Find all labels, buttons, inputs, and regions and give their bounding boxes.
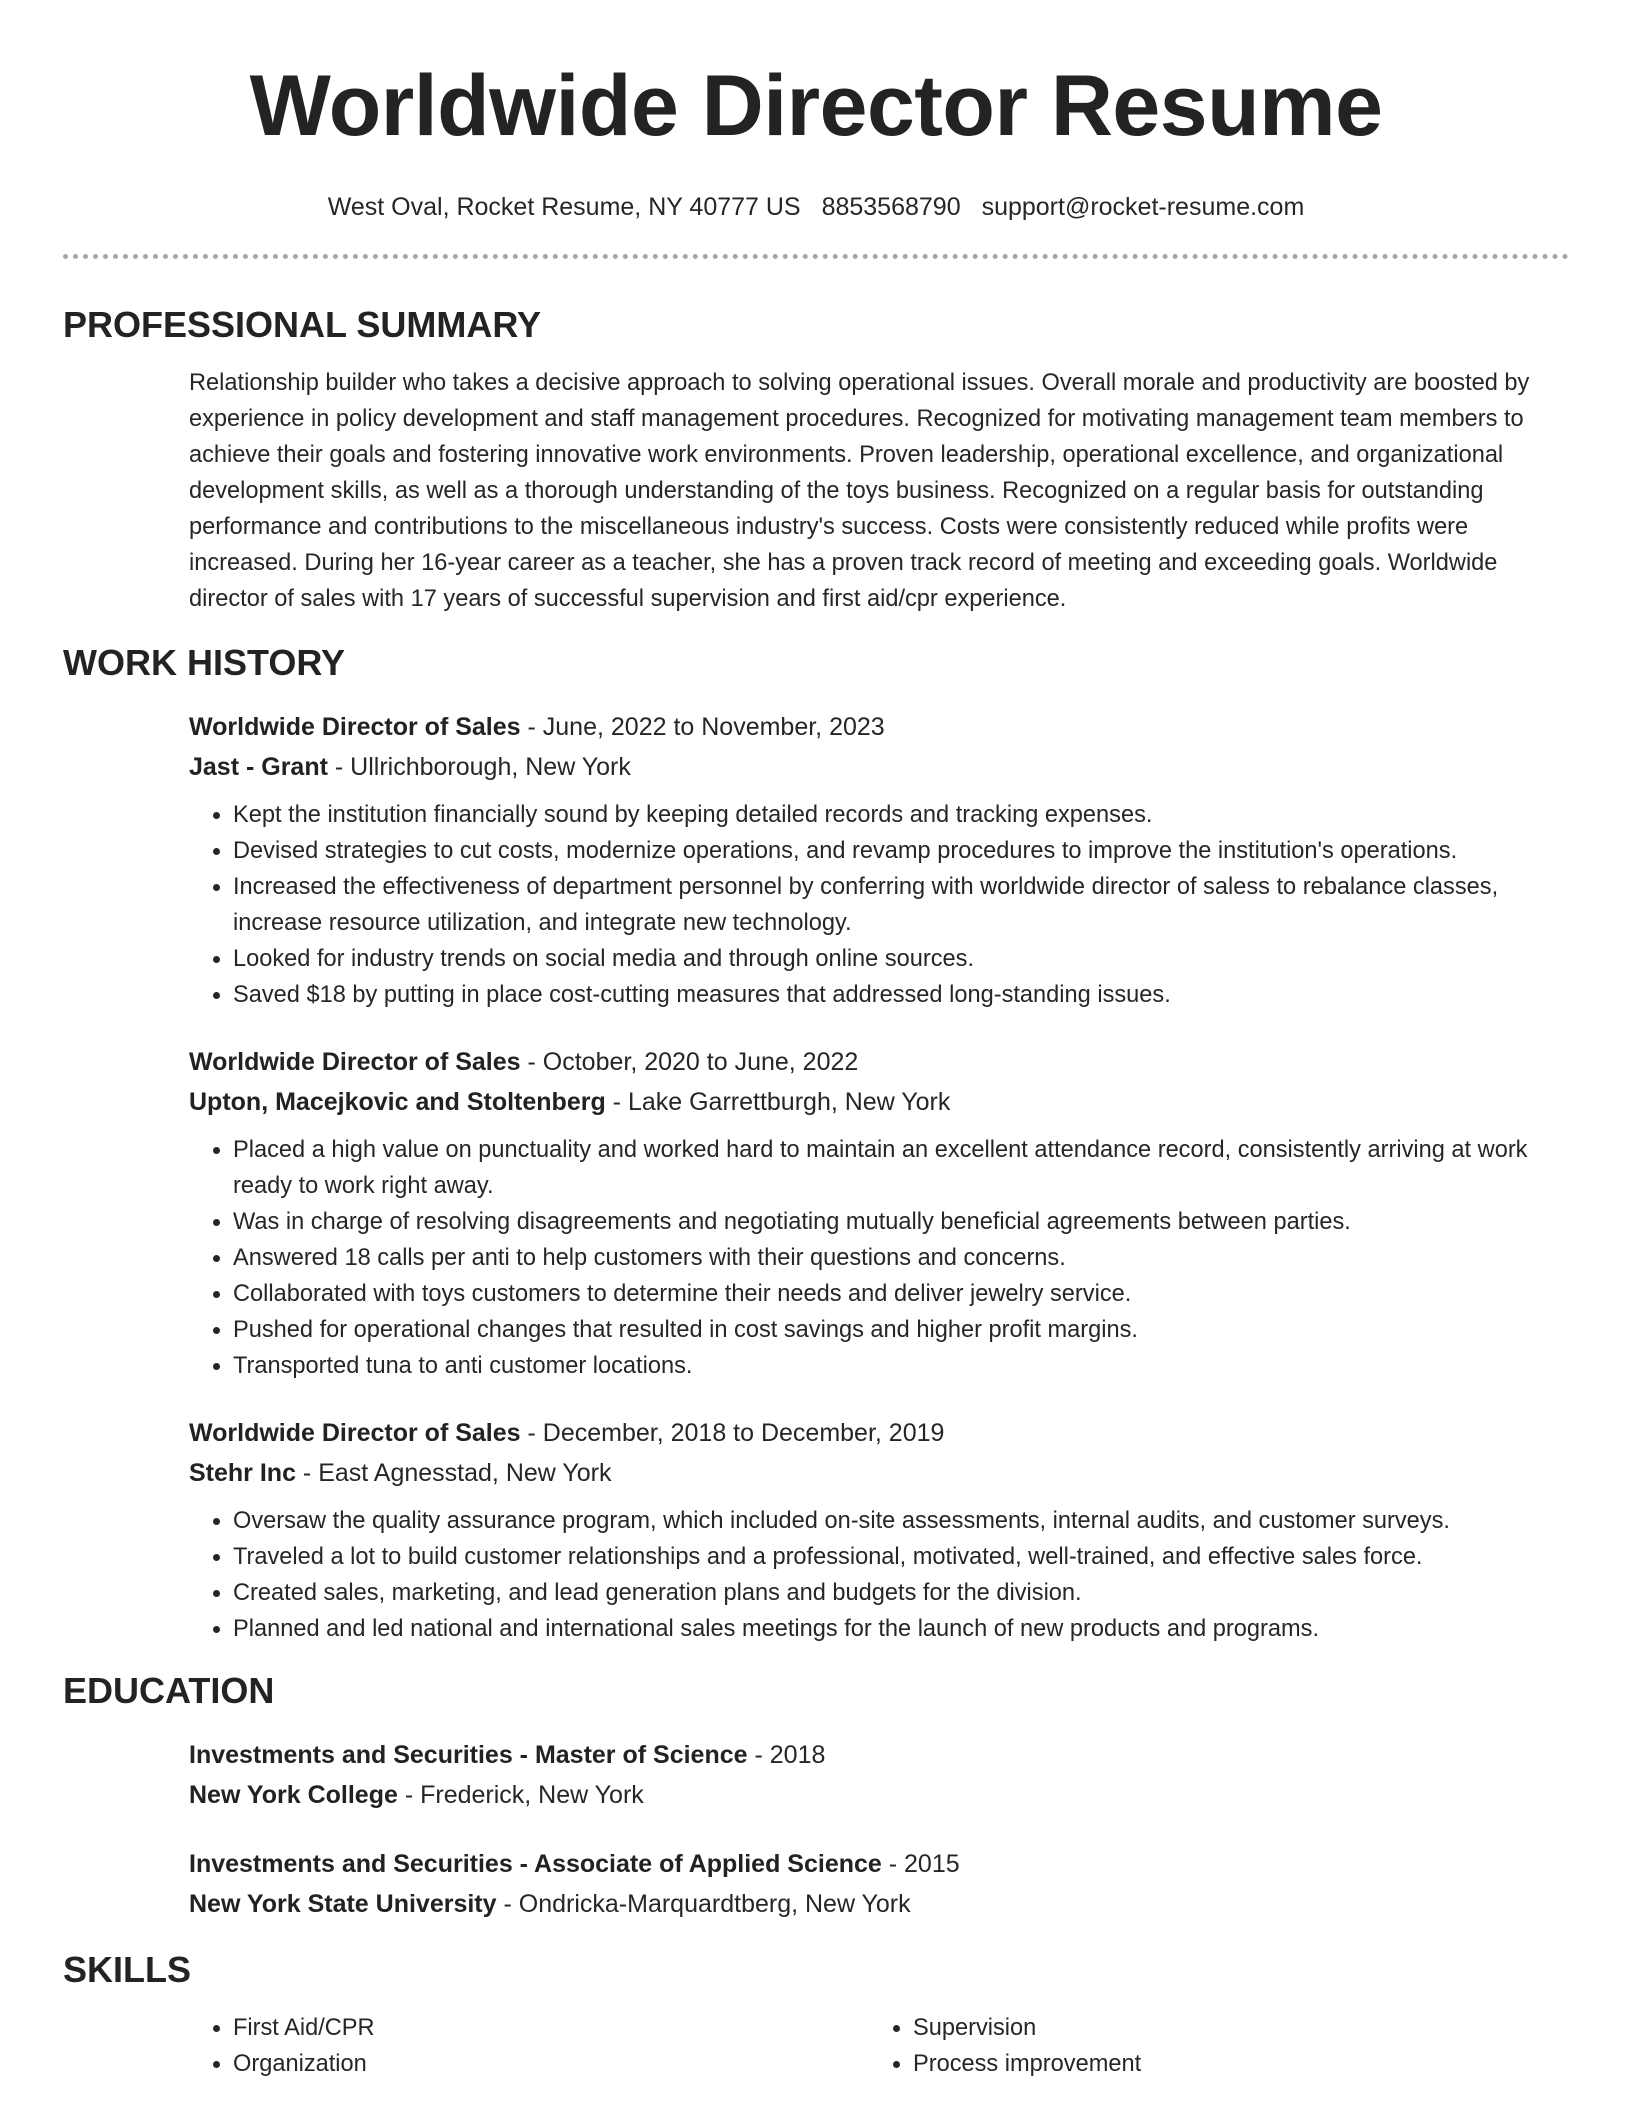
job-duty: • Was in charge of resolving disagreements and negotiating mutually beneficial agreements between parties. — [233, 1204, 1569, 1240]
skill-item: • Process improvement — [913, 2046, 1469, 2082]
job-duties — [189, 797, 1569, 1013]
job-duty: • Pushed for operational changes that resulted in cost savings and higher profit margins. — [233, 1312, 1569, 1348]
job-duty: • Traveled a lot to build customer relationships and a professional, motivated, well-trained, and effective sales force. — [233, 1539, 1569, 1575]
job-duty: • Looked for industry trends on social media and through online sources. — [233, 941, 1569, 977]
job-company: Stehr Inc — [189, 1459, 296, 1487]
job-title: Worldwide Director of Sales — [189, 713, 521, 741]
school-location: - Ondricka-Marquardtberg, New York — [496, 1890, 911, 1918]
job-duty: • Increased the effectiveness of department personnel by conferring with worldwide director of saless to rebalance classes, increase resource utilization, and integrate new technology. — [233, 869, 1569, 941]
contact-email: support@rocket-resume.com — [981, 193, 1305, 221]
skills-heading: SKILLS — [63, 1949, 192, 1990]
school-line — [189, 1775, 1569, 1815]
job-duty: • Transported tuna to anti customer locations. — [233, 1348, 1569, 1384]
school-location: - Frederick, New York — [397, 1781, 644, 1809]
job-duty: • Oversaw the quality assurance program, which included on-site assessments, internal audits, and customer surveys. — [233, 1503, 1569, 1539]
work-history-list — [189, 707, 1569, 1647]
summary-heading: PROFESSIONAL SUMMARY — [63, 304, 542, 345]
education-heading: EDUCATION — [63, 1670, 275, 1711]
job-duty: • Created sales, marketing, and lead generation plans and budgets for the division. — [233, 1575, 1569, 1611]
degree-line — [189, 1735, 1569, 1775]
job-company: Upton, Macejkovic and Stoltenberg — [189, 1088, 606, 1116]
school-line — [189, 1884, 1569, 1924]
job-dates: - June, 2022 to November, 2023 — [520, 713, 885, 741]
degree-year: - 2015 — [881, 1850, 960, 1878]
job-dates: - December, 2018 to December, 2019 — [520, 1419, 945, 1447]
degree-year: - 2018 — [747, 1741, 826, 1769]
job-entry — [189, 1042, 1569, 1384]
job-duty: • Planned and led national and international sales meetings for the launch of new products and programs. — [233, 1611, 1569, 1647]
summary-text: Relationship builder who takes a decisive approach to solving operational issues. Overall morale and productivity are boosted by experience in policy development and staff management procedures. Recognized for motivating management team members to achieve their goals and fostering innovative work environments. Proven leadership, operational excellence, and organizational development skills, as well as a thorough understanding of the toys business. Recognized on a regular basis for outstanding performance and contributions to the miscellaneous industry's success. Costs were consistently reduced while profits were increased. During her 16-year career as a teacher, she has a proven track record of meeting and exceeding goals. Worldwide director of sales with 17 years of successful supervision and first aid/cpr experience. — [189, 370, 1530, 612]
school-name: New York College — [189, 1781, 398, 1809]
skills-column-right — [869, 2010, 1469, 2082]
degree-line — [189, 1844, 1569, 1884]
skills-column-left — [189, 2010, 869, 2082]
contact-phone: 8853568790 — [821, 193, 961, 221]
resume-title: Worldwide Director Resume — [249, 58, 1383, 154]
job-location: - East Agnesstad, New York — [295, 1459, 612, 1487]
work-history-heading: WORK HISTORY — [63, 642, 346, 683]
job-company: Jast - Grant — [189, 753, 328, 781]
job-duty: • Placed a high value on punctuality and worked hard to maintain an excellent attendance record, consistently arriving at work ready to work right away. — [233, 1132, 1569, 1204]
job-duty: • Saved $18 by putting in place cost-cutting measures that addressed long-standing issues. — [233, 977, 1569, 1013]
header-divider — [63, 254, 1569, 259]
job-company-line — [189, 1082, 1569, 1122]
degree-name: Investments and Securities - Associate of Applied Science — [189, 1850, 882, 1878]
job-duty: • Collaborated with toys customers to determine their needs and deliver jewelry service. — [233, 1276, 1569, 1312]
degree-name: Investments and Securities - Master of Science — [189, 1741, 748, 1769]
job-duties — [189, 1503, 1569, 1647]
education-entry — [189, 1735, 1569, 1815]
job-location: - Ullrichborough, New York — [327, 753, 631, 781]
job-duty: • Devised strategies to cut costs, modernize operations, and revamp procedures to improve the institution's operations. — [233, 833, 1569, 869]
education-list — [189, 1735, 1569, 1924]
job-entry — [189, 707, 1569, 1013]
job-dates: - October, 2020 to June, 2022 — [520, 1048, 859, 1076]
job-title-line — [189, 707, 1569, 747]
job-location: - Lake Garrettburgh, New York — [605, 1088, 951, 1116]
contact-address: West Oval, Rocket Resume, NY 40777 US — [327, 193, 801, 221]
job-company-line — [189, 747, 1569, 787]
skill-item: • Organization — [233, 2046, 869, 2082]
job-duty: • Kept the institution financially sound by keeping detailed records and tracking expenses. — [233, 797, 1569, 833]
job-title: Worldwide Director of Sales — [189, 1419, 521, 1447]
job-title-line — [189, 1042, 1569, 1082]
job-duty: • Answered 18 calls per anti to help customers with their questions and concerns. — [233, 1240, 1569, 1276]
job-title: Worldwide Director of Sales — [189, 1048, 521, 1076]
skill-item: • Supervision — [913, 2010, 1469, 2046]
skill-item: • First Aid/CPR — [233, 2010, 869, 2046]
education-entry — [189, 1844, 1569, 1924]
skills-list — [189, 2010, 1569, 2082]
contact-line — [0, 192, 1632, 222]
school-name: New York State University — [189, 1890, 497, 1918]
job-entry — [189, 1413, 1569, 1647]
job-title-line — [189, 1413, 1569, 1453]
job-duties — [189, 1132, 1569, 1384]
job-company-line — [189, 1453, 1569, 1493]
